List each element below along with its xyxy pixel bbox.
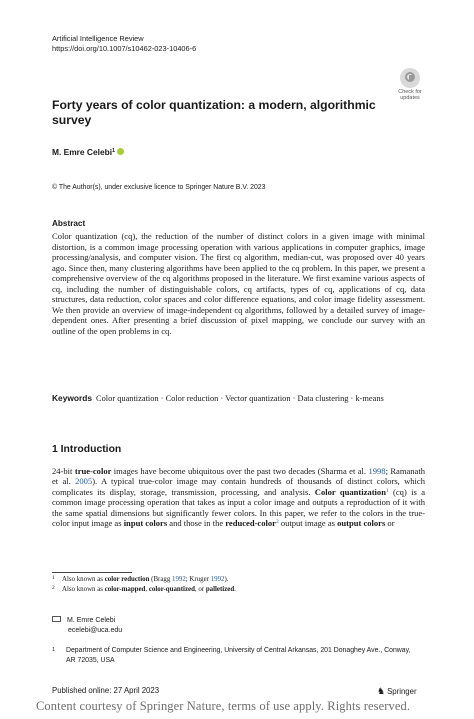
intro-text: ). A typical true-color image may contain hundreds of thousands of distinct colors, which complicates its display, storage, transmission, processing, and analysis. [52, 476, 425, 497]
paper-title: Forty years of color quantization: a modern, algorithmic survey [52, 98, 376, 127]
doi-link[interactable]: https://doi.org/10.1007/s10462-023-10406-6 [52, 44, 197, 53]
author-line [52, 147, 124, 158]
term-true-color: true-color [74, 466, 112, 476]
check-for-updates-label-1: Check for [398, 89, 422, 95]
footnote-text: ; Kruger [185, 576, 211, 583]
intro-text: or [385, 518, 395, 529]
footnote-term: color-quantized [148, 586, 195, 593]
footnote-2 [52, 585, 425, 594]
footnote-divider [52, 572, 132, 573]
watermark-notice: Content courtesy of Springer Nature, terms of use apply. Rights reserved. [36, 699, 411, 713]
term-input-colors: input colors [123, 518, 168, 529]
footnote-term: color-mapped [104, 586, 146, 593]
intro-text: output image as [278, 518, 338, 529]
published-date: Published online: 27 April 2023 [52, 686, 160, 695]
correspondence-email[interactable]: ecelebi@uca.edu [68, 626, 123, 634]
section-heading-introduction: 1 Introduction [52, 444, 122, 455]
footnote-number: 2 [52, 585, 55, 591]
footnote-text: Also known as [62, 586, 105, 593]
term-output-colors: output colors [337, 518, 386, 529]
mail-icon [52, 616, 61, 622]
intro-text: ; Ramanath et al. [52, 466, 426, 487]
term-color-quantization: Color quantization [314, 486, 386, 497]
check-for-updates-label-2: updates [400, 94, 420, 101]
keywords-text: Color quantization · Color reduction · Vector quantization · Data clustering · k-means [96, 394, 384, 403]
springer-horse-icon: ♞ [377, 686, 386, 696]
check-for-updates-badge[interactable] [393, 68, 427, 100]
keywords-label: Keywords [52, 393, 93, 403]
affiliation [52, 646, 425, 665]
correspondence-block [52, 616, 122, 635]
check-for-updates-icon [400, 68, 420, 88]
footnote-number: 1 [52, 575, 55, 581]
publisher-logo[interactable] [377, 686, 417, 697]
citation-link[interactable]: 2005 [75, 476, 93, 487]
footnote-text: , or [194, 586, 206, 593]
abstract-heading: Abstract [52, 219, 86, 228]
footnote-text: Also known as [62, 576, 105, 583]
publisher-name: Springer [387, 687, 417, 696]
intro-text: 24-bit [52, 466, 75, 476]
affiliation-number: 1 [52, 647, 56, 653]
footnote-1 [52, 575, 425, 584]
footnote-text: . [234, 586, 236, 593]
affiliation-text: Department of Computer Science and Engineering, University of Central Arkansas, 201 Donaghey Ave., Conway, AR 72035, USA [66, 647, 411, 664]
footnote-ref-2[interactable]: 2 [275, 519, 279, 526]
footnote-term: palletized [205, 586, 235, 593]
author-name[interactable]: M. Emre Celebi [52, 147, 113, 157]
author-affiliation-ref: 1 [112, 148, 116, 154]
abstract-text: Color quantization (cq), the reduction of the number of distinct colors in a given image with minimal distortion, is a common image processing operation with various applications in computer graphics, image processing/analysis, and computer vision. The first cq algorithm, median-cut, was proposed over 40 years ago. Since then, many clustering algorithms have been applied to the cq problem. In this paper, we present a comprehensive overview of the cq algorithms proposed in the literature. We first examine various aspects of cq, including the number of distinguishable colors, cq artifacts, types of cq, applications of cq, data structures, data reduction, color spaces and color difference equations, and color image fidelity assessment. We then provide an overview of image-independent cq algorithms, followed by a detailed survey of image-dependent ones. After presenting a brief discussion of pixel mapping, we conclude our survey with an outline of the open problems in cq. [52, 231, 425, 336]
copyright-notice: © The Author(s), under exclusive licence to Springer Nature B.V. 2023 [52, 184, 266, 191]
citation-link[interactable]: 1992 [172, 576, 186, 583]
journal-name: Artificial Intelligence Review [52, 34, 144, 43]
citation-link[interactable]: 1998 [368, 466, 386, 476]
introduction-paragraph [52, 466, 425, 528]
orcid-icon[interactable] [117, 148, 124, 155]
footnote-ref-1[interactable]: 1 [385, 487, 389, 494]
footnote-term: color reduction [104, 576, 150, 583]
intro-text: (cq) is a common image processing operation that takes as input a color image and outputs a reproduction of it with the same spatial dimensions but significantly fewer colors. In this paper, we refer to the colors in the true-color input image as [52, 486, 425, 529]
keywords-line [52, 393, 425, 404]
intro-text: images have become ubiquitous over the past two decades (Sharma et al. [111, 466, 369, 476]
citation-link[interactable]: 1992 [210, 576, 225, 583]
correspondence-name: M. Emre Celebi [67, 617, 116, 624]
term-reduced-color: reduced-color [225, 518, 276, 529]
footnote-text: ). [224, 576, 229, 583]
footnote-text: , [145, 586, 149, 593]
intro-text: and those in the [167, 518, 226, 529]
footnote-text: (Bragg [149, 576, 173, 583]
